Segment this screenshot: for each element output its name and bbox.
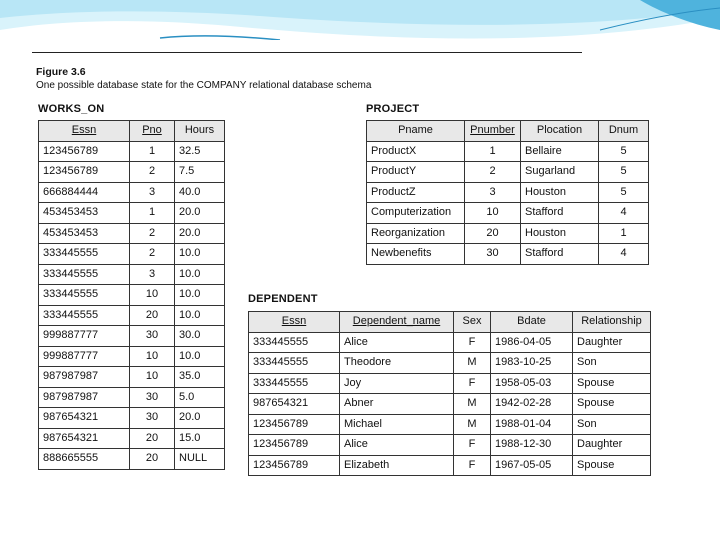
table-cell: 333445555 — [249, 332, 340, 353]
table-row — [39, 449, 225, 470]
project-header-pnumber: Pnumber — [465, 121, 521, 142]
table-cell: 123456789 — [39, 162, 130, 183]
works-on-table — [38, 120, 225, 470]
table-cell: 1988-12-30 — [491, 435, 573, 456]
table-cell: 1986-04-05 — [491, 332, 573, 353]
figure-caption: One possible database state for the COMPANY relational database schema — [36, 80, 372, 91]
table-cell: 40.0 — [175, 182, 225, 203]
table-cell: 30 — [130, 326, 175, 347]
table-cell: 666884444 — [39, 182, 130, 203]
table-cell: 123456789 — [249, 435, 340, 456]
table-cell: 333445555 — [39, 305, 130, 326]
table-row — [39, 223, 225, 244]
table-cell: 453453453 — [39, 203, 130, 224]
table-row — [39, 387, 225, 408]
project-header-pname: Pname — [367, 121, 465, 142]
table-cell: 10.0 — [175, 285, 225, 306]
table-cell: ProductY — [367, 162, 465, 183]
table-cell: Joy — [340, 373, 454, 394]
table-cell: ProductZ — [367, 182, 465, 203]
table-row — [367, 244, 649, 265]
table-cell: 7.5 — [175, 162, 225, 183]
table-row — [39, 285, 225, 306]
table-cell: Reorganization — [367, 223, 465, 244]
project-header-row — [367, 121, 649, 142]
table-cell: 20.0 — [175, 203, 225, 224]
table-cell: 1988-01-04 — [491, 414, 573, 435]
table-cell: 2 — [130, 244, 175, 265]
table-cell: Son — [573, 414, 651, 435]
table-row — [367, 203, 649, 224]
table-cell: Spouse — [573, 373, 651, 394]
works-on-header-hours: Hours — [175, 121, 225, 142]
caption-rule — [32, 52, 582, 53]
table-cell: M — [454, 414, 491, 435]
dependent-header-row — [249, 312, 651, 333]
table-row — [39, 203, 225, 224]
table-cell: 10.0 — [175, 305, 225, 326]
table-row — [39, 428, 225, 449]
table-cell: Stafford — [521, 203, 599, 224]
table-row — [249, 353, 651, 374]
table-cell: F — [454, 455, 491, 476]
table-cell: 3 — [465, 182, 521, 203]
dependent-header-essn: Essn — [249, 312, 340, 333]
table-row — [39, 244, 225, 265]
table-cell: 35.0 — [175, 367, 225, 388]
table-cell: Bellaire — [521, 141, 599, 162]
table-cell: 5 — [599, 162, 649, 183]
table-cell: Alice — [340, 435, 454, 456]
table-cell: 1 — [130, 203, 175, 224]
table-cell: 10 — [130, 285, 175, 306]
table-cell: Alice — [340, 332, 454, 353]
table-cell: Spouse — [573, 455, 651, 476]
works-on-header-essn: Essn — [39, 121, 130, 142]
table-cell: 10.0 — [175, 244, 225, 265]
table-cell: F — [454, 332, 491, 353]
table-row — [39, 367, 225, 388]
table-cell: Son — [573, 353, 651, 374]
table-cell: F — [454, 435, 491, 456]
table-cell: Elizabeth — [340, 455, 454, 476]
table-cell: 3 — [130, 182, 175, 203]
table-cell: 4 — [599, 244, 649, 265]
table-row — [367, 223, 649, 244]
table-row — [39, 408, 225, 429]
table-cell: Computerization — [367, 203, 465, 224]
project-title: PROJECT — [366, 103, 420, 115]
table-cell: 987654321 — [39, 408, 130, 429]
table-cell: 999887777 — [39, 346, 130, 367]
table-row — [39, 141, 225, 162]
table-row — [249, 414, 651, 435]
table-cell: NULL — [175, 449, 225, 470]
table-cell: 20 — [465, 223, 521, 244]
table-cell: 20.0 — [175, 223, 225, 244]
table-row — [249, 373, 651, 394]
table-row — [39, 326, 225, 347]
figure-sheet — [30, 40, 682, 480]
table-row — [367, 141, 649, 162]
table-cell: Daughter — [573, 332, 651, 353]
dependent-header-dependent_name: Dependent_name — [340, 312, 454, 333]
table-cell: 2 — [130, 223, 175, 244]
table-cell: 1958-05-03 — [491, 373, 573, 394]
table-cell: Theodore — [340, 353, 454, 374]
table-cell: 1983-10-25 — [491, 353, 573, 374]
works-on-title: WORKS_ON — [38, 103, 105, 115]
table-cell: 5.0 — [175, 387, 225, 408]
table-cell: 2 — [465, 162, 521, 183]
figure-number: Figure 3.6 — [36, 66, 86, 78]
table-cell: 4 — [599, 203, 649, 224]
table-cell: ProductX — [367, 141, 465, 162]
table-row — [39, 182, 225, 203]
table-row — [39, 346, 225, 367]
table-cell: 1 — [465, 141, 521, 162]
table-cell: 30 — [130, 387, 175, 408]
dependent-header-bdate: Bdate — [491, 312, 573, 333]
works-on-header-row — [39, 121, 225, 142]
dependent-header-relationship: Relationship — [573, 312, 651, 333]
table-row — [249, 332, 651, 353]
dependent-table — [248, 311, 651, 476]
table-cell: 10 — [130, 367, 175, 388]
table-cell: Daughter — [573, 435, 651, 456]
table-cell: 333445555 — [39, 285, 130, 306]
table-cell: 10.0 — [175, 264, 225, 285]
table-cell: 10.0 — [175, 346, 225, 367]
table-cell: 987654321 — [39, 428, 130, 449]
table-cell: Spouse — [573, 394, 651, 415]
table-cell: 123456789 — [249, 455, 340, 476]
table-row — [39, 264, 225, 285]
table-cell: 30 — [130, 408, 175, 429]
table-cell: 3 — [130, 264, 175, 285]
project-header-dnum: Dnum — [599, 121, 649, 142]
table-cell: 5 — [599, 141, 649, 162]
table-row — [39, 162, 225, 183]
table-row — [249, 394, 651, 415]
table-cell: 333445555 — [39, 264, 130, 285]
table-cell: 5 — [599, 182, 649, 203]
table-cell: 123456789 — [39, 141, 130, 162]
table-cell: 15.0 — [175, 428, 225, 449]
project-header-plocation: Plocation — [521, 121, 599, 142]
table-cell: Houston — [521, 182, 599, 203]
dependent-title: DEPENDENT — [248, 293, 318, 305]
table-cell: 20 — [130, 449, 175, 470]
table-cell: Stafford — [521, 244, 599, 265]
table-cell: 453453453 — [39, 223, 130, 244]
table-cell: 333445555 — [249, 373, 340, 394]
table-cell: M — [454, 394, 491, 415]
table-cell: Sugarland — [521, 162, 599, 183]
table-cell: 987987987 — [39, 387, 130, 408]
table-row — [367, 162, 649, 183]
table-cell: Newbenefits — [367, 244, 465, 265]
works-on-header-pno: Pno — [130, 121, 175, 142]
table-cell: 333445555 — [249, 353, 340, 374]
table-row — [367, 182, 649, 203]
table-row — [249, 435, 651, 456]
table-cell: 20 — [130, 305, 175, 326]
table-cell: 20 — [130, 428, 175, 449]
table-cell: 2 — [130, 162, 175, 183]
table-cell: M — [454, 353, 491, 374]
table-cell: Michael — [340, 414, 454, 435]
table-row — [249, 455, 651, 476]
table-cell: 987987987 — [39, 367, 130, 388]
table-cell: Houston — [521, 223, 599, 244]
table-cell: 888665555 — [39, 449, 130, 470]
table-cell: 1942-02-28 — [491, 394, 573, 415]
table-cell: Abner — [340, 394, 454, 415]
table-cell: 123456789 — [249, 414, 340, 435]
table-cell: F — [454, 373, 491, 394]
table-cell: 10 — [130, 346, 175, 367]
table-cell: 1 — [599, 223, 649, 244]
table-row — [39, 305, 225, 326]
dependent-header-sex: Sex — [454, 312, 491, 333]
project-table — [366, 120, 649, 265]
table-cell: 30.0 — [175, 326, 225, 347]
table-cell: 1 — [130, 141, 175, 162]
table-cell: 32.5 — [175, 141, 225, 162]
table-cell: 333445555 — [39, 244, 130, 265]
table-cell: 999887777 — [39, 326, 130, 347]
table-cell: 10 — [465, 203, 521, 224]
table-cell: 987654321 — [249, 394, 340, 415]
table-cell: 1967-05-05 — [491, 455, 573, 476]
table-cell: 30 — [465, 244, 521, 265]
table-cell: 20.0 — [175, 408, 225, 429]
